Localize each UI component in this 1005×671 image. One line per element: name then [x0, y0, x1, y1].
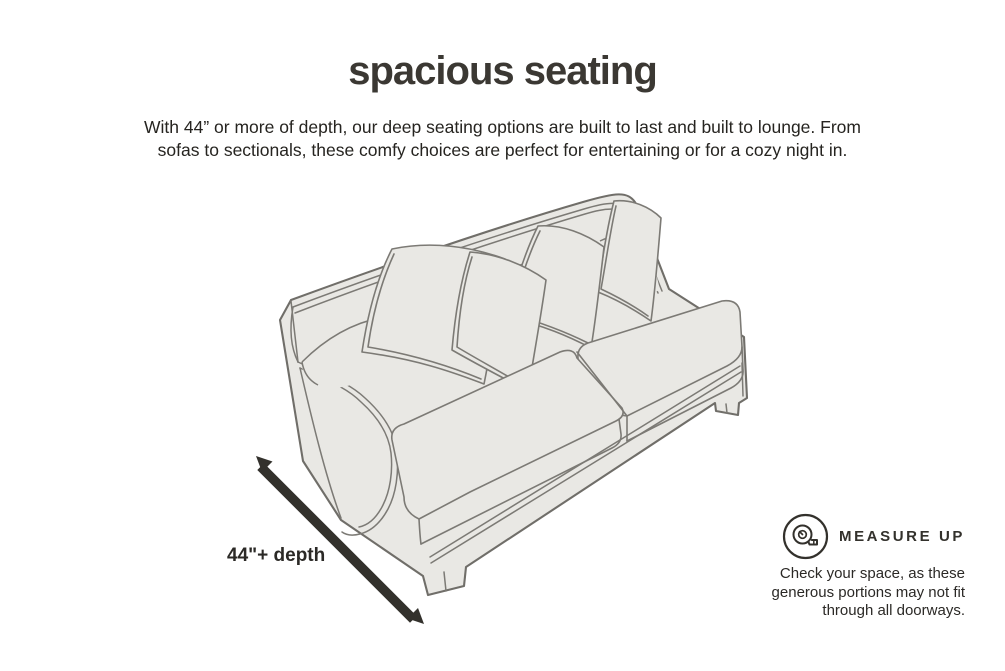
- measure-up-section: [751, 513, 965, 621]
- measure-up-note: [751, 565, 965, 621]
- intro-line-1: With 44” or more of depth, our deep seating options are built to last and built to lounge. From: [144, 117, 861, 137]
- depth-dimension-label: 44"+ depth: [227, 545, 326, 566]
- measure-up-note-line-3: through all doorways.: [822, 602, 965, 619]
- measure-up-note-line-1: Check your space, as these: [779, 565, 965, 582]
- tape-measure-icon: [782, 513, 829, 560]
- page-title: spacious seating: [348, 49, 657, 93]
- measure-up-heading: MEASURE UP: [838, 528, 965, 545]
- measure-up-note-line-2: generous portions may not fit: [771, 583, 965, 601]
- intro-line-2: sofas to sectionals, these comfy choices are perfect for entertaining or for a cozy night in.: [157, 140, 848, 160]
- measure-up-header: [751, 513, 965, 560]
